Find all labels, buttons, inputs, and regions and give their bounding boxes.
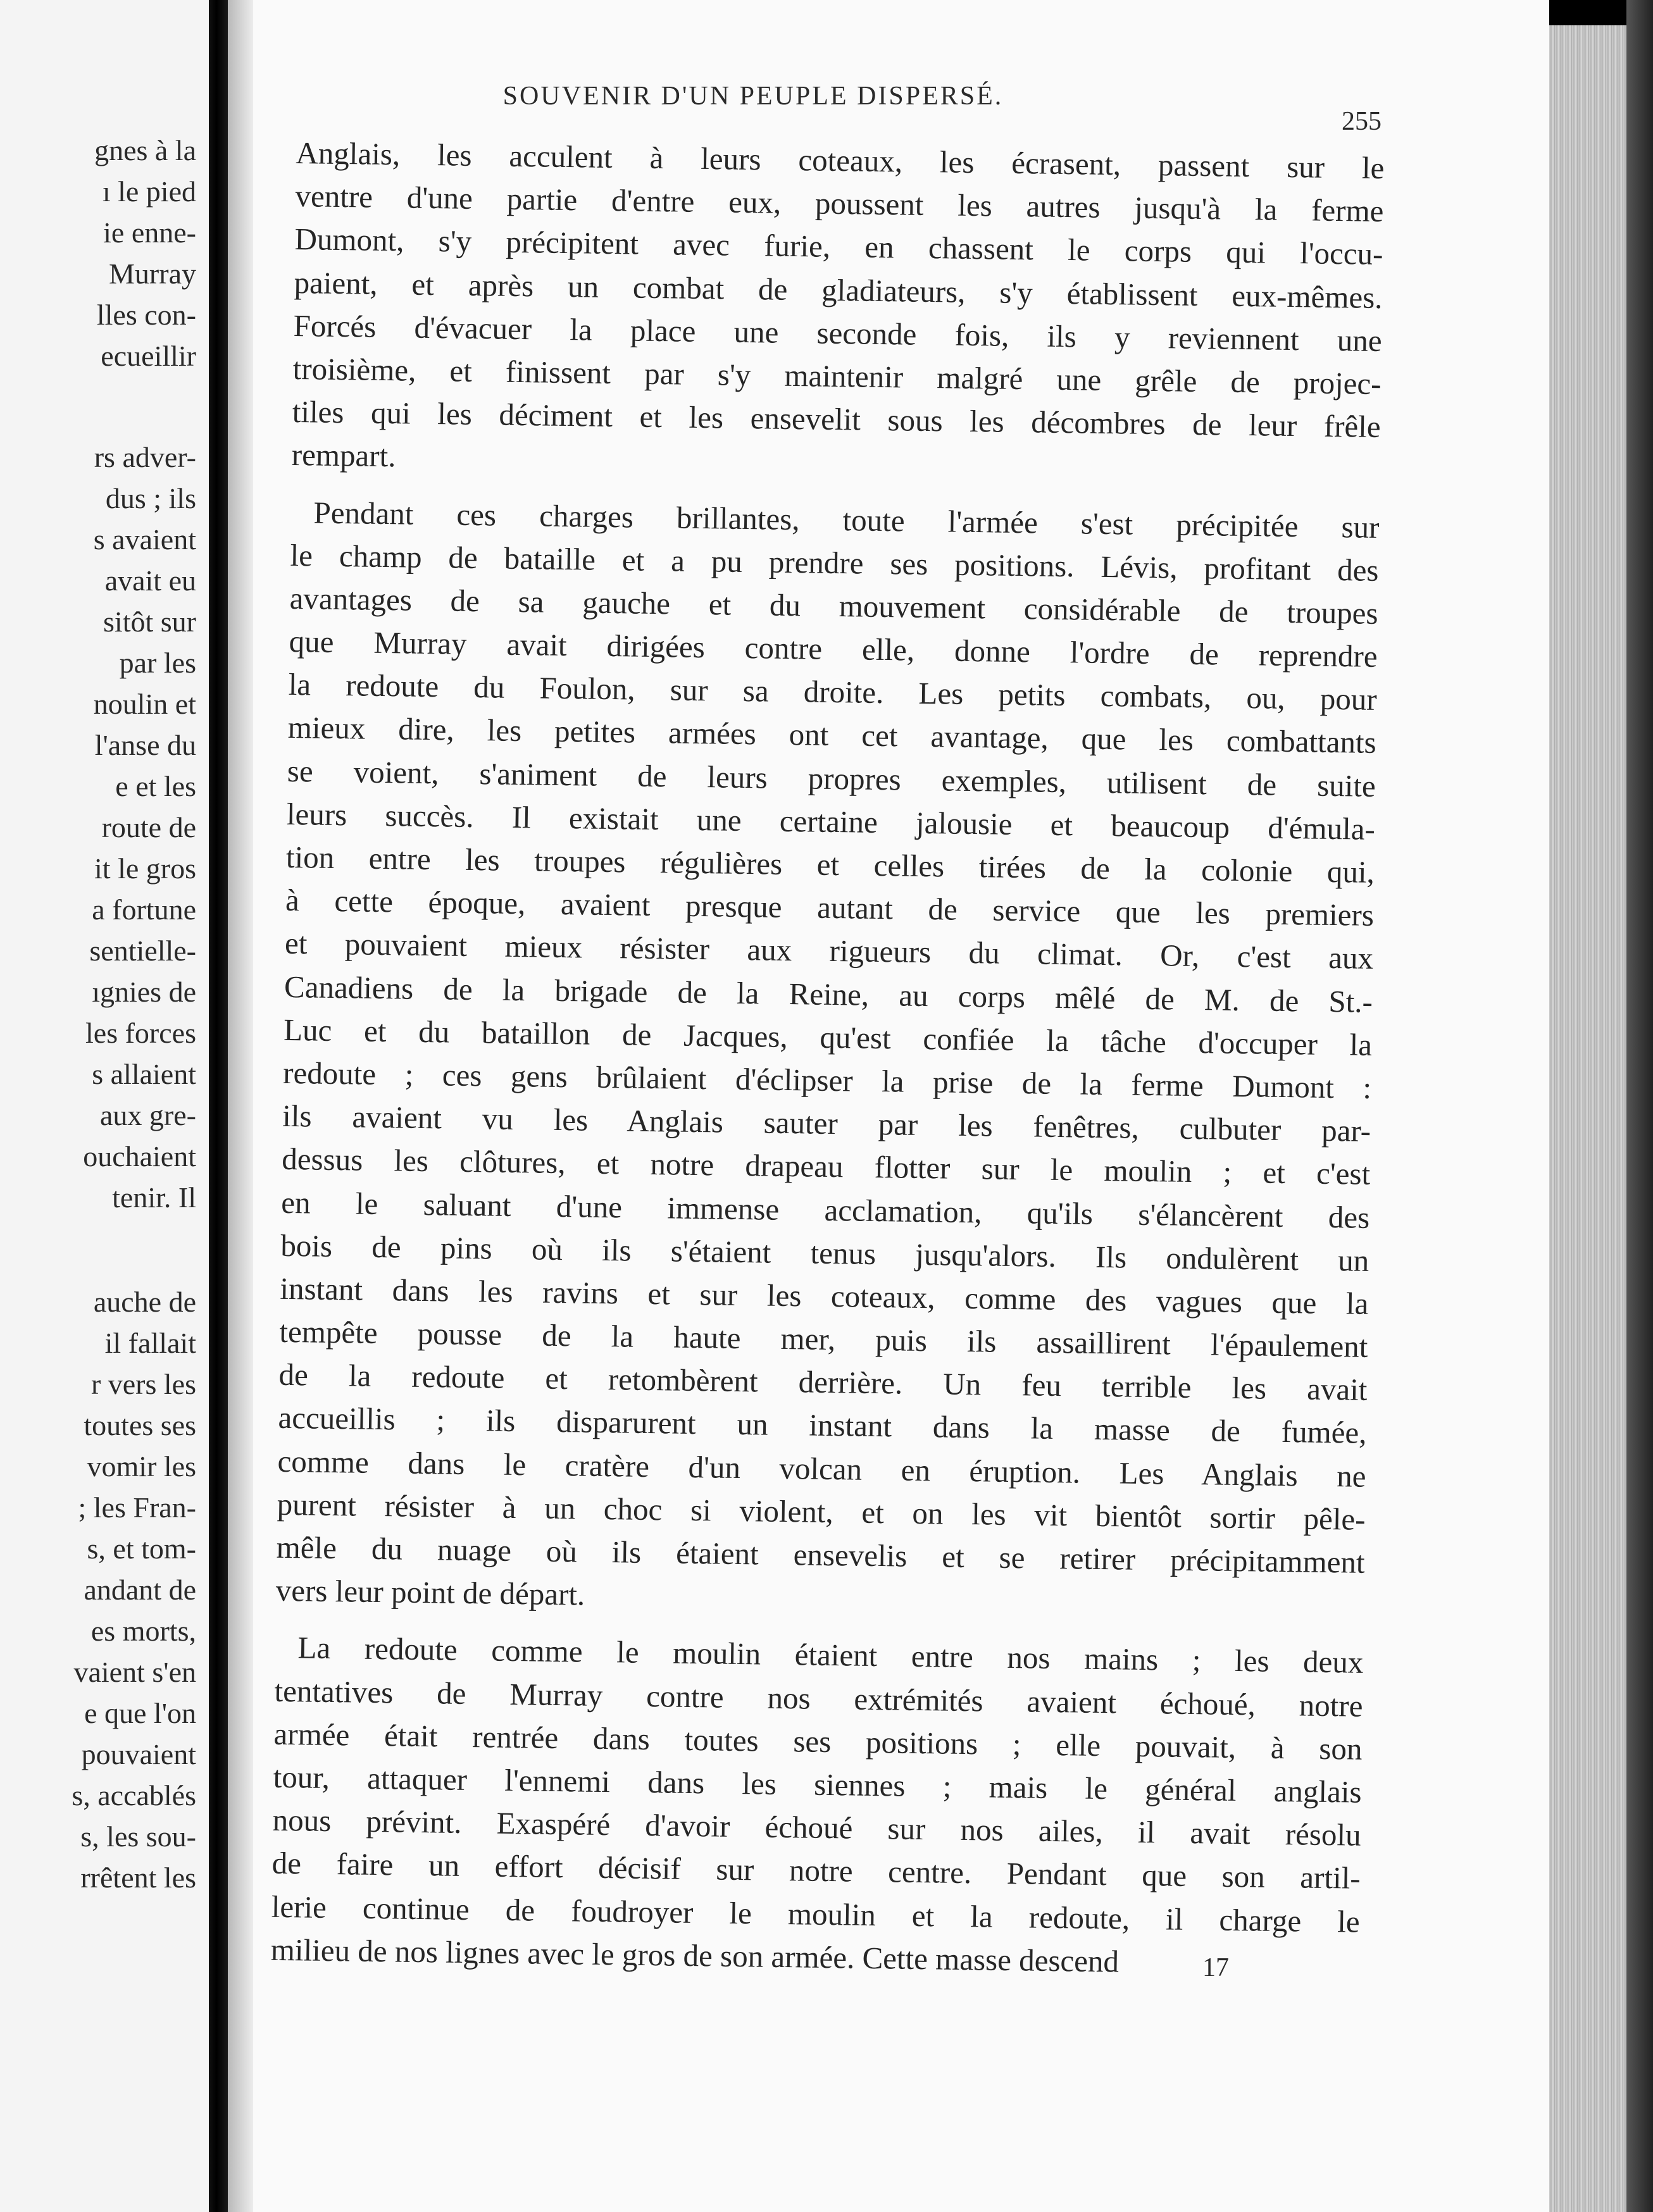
text-line: instant dans les ravins et sur les coteaux, comme des vagues que la (280, 1271, 1369, 1321)
text-line: purent résister à un choc si violent, et on les vit bientôt sortir pêle- (277, 1486, 1366, 1537)
text-line: dessus les clôtures, et notre drapeau flotter sur le moulin ; et c'est (281, 1141, 1371, 1192)
text-line: mieux dire, les petites armées ont cet avantage, que les combattants (287, 710, 1377, 761)
left-page-line: s, les sou- (80, 1820, 196, 1853)
text-line: ventre d'une partie d'entre eux, poussent les autres jusqu'à la ferme (295, 178, 1384, 229)
text-line: leurs succès. Il existait une certaine jalousie et beaucoup d'émula- (286, 796, 1376, 847)
left-page-line: ; les Fran- (78, 1491, 196, 1524)
running-head: SOUVENIR D'UN PEUPLE DISPERSÉ. (502, 82, 1004, 111)
text-line: en le saluant d'une immense acclamation, qu'ils s'élancèrent des (280, 1184, 1370, 1235)
left-page-line: ecueillir (101, 340, 196, 372)
left-page-line: ouchaient (83, 1140, 196, 1172)
left-page-line: a fortune (92, 893, 196, 926)
text-line: la redoute du Foulon, sur sa droite. Les petits combats, ou, pour (288, 667, 1378, 718)
text-line: La redoute comme le moulin étaient entre nos mains ; les deux (297, 1630, 1364, 1681)
left-page-line: rs adver- (94, 441, 196, 473)
left-page-line: s, accablés (72, 1779, 196, 1811)
text-line: vers leur point de départ. (275, 1572, 585, 1612)
text-line: Pendant ces charges brillantes, toute l'armée s'est précipitée sur (313, 494, 1380, 545)
left-page-line: lles con- (96, 299, 196, 331)
left-page-line: vaient s'en (73, 1656, 196, 1688)
text-line: avantages de sa gauche et du mouvement considérable de troupes (289, 580, 1378, 631)
left-page-line: gnes à la (94, 134, 196, 166)
gutter-fade (228, 0, 253, 2212)
left-page-line: Murray (109, 258, 196, 290)
text-line: redoute ; ces gens brûlaient d'éclipser la prise de la ferme Dumont : (282, 1055, 1372, 1105)
text-line: armée était rentrée dans toutes ses positions ; elle pouvait, à son (273, 1716, 1363, 1767)
body-text (270, 132, 1384, 1987)
left-page-line: sitôt sur (103, 606, 196, 638)
left-page-line: les forces (85, 1017, 196, 1049)
left-page-line: l'anse du (94, 729, 196, 761)
text-line: de faire un effort décisif sur notre centre. Pendant que son artil- (271, 1846, 1361, 1896)
text-line: tion entre les troupes régulières et celles tirées de la colonie qui, (285, 839, 1375, 890)
text-line: troisième, et finissent par s'y maintenir malgré une grêle de projec- (292, 351, 1382, 401)
left-page-line: e et les (115, 770, 196, 802)
text-line: Forcés d'évacuer la place une seconde fois, ils y reviennent une (293, 308, 1382, 358)
left-page-line: s allaient (92, 1058, 196, 1090)
page-number: 255 (1342, 107, 1382, 136)
left-page-line: route de (101, 811, 196, 843)
left-page-line: avait eu (104, 564, 196, 597)
text-line: tour, attaquer l'ennemi dans les siennes ; mais le général anglais (273, 1759, 1362, 1810)
text-line: se voient, s'animent de leurs propres exemples, utilisent de suite (287, 753, 1376, 804)
left-page-line: dus ; ils (105, 482, 196, 514)
text-line: et pouvaient mieux résister aux rigueurs du climat. Or, c'est aux (284, 926, 1374, 976)
left-page-line: aux gre- (100, 1099, 196, 1131)
text-line: Anglais, les acculent à leurs coteaux, les écrasent, passent sur le (296, 135, 1385, 186)
text-line: comme dans le cratère d'un volcan en éruption. Les Anglais ne (277, 1443, 1366, 1494)
text-line: paient, et après un combat de gladiateurs, s'y établissent eux-mêmes. (294, 264, 1383, 315)
text-line: tempête pousse de la haute mer, puis ils assaillirent l'épaulement (279, 1314, 1368, 1364)
page-block-shadow (1626, 0, 1653, 2212)
text-line: accueillis ; ils disparurent un instant dans la masse de fumée, (278, 1400, 1367, 1451)
text-line: Dumont, s'y précipitent avec furie, en chassent le corps qui l'occu- (294, 221, 1383, 272)
text-line: milieu de nos lignes avec le gros de son armée. Cette masse descend (270, 1932, 1120, 1979)
text-line: le champ de bataille et a pu prendre ses positions. Lévis, profitant des (290, 537, 1379, 588)
left-page-line: ı le pied (102, 175, 196, 208)
text-line: bois de pins où ils s'étaient tenus jusqu'alors. Ils ondulèrent un (280, 1227, 1369, 1278)
left-page-line: sentielle- (89, 935, 196, 967)
text-line: que Murray avait dirigées contre elle, donne l'ordre de reprendre (289, 623, 1378, 674)
text-line: Canadiens de la brigade de la Reine, au corps mêlé de M. de St.- (284, 969, 1373, 1019)
left-page-line: noulin et (93, 688, 196, 720)
left-page-line: rrêtent les (80, 1861, 196, 1894)
text-line: rempart. (291, 437, 396, 474)
text-line: nous prévint. Exaspéré d'avoir échoué sur nos ailes, il avait résolu (272, 1802, 1361, 1853)
text-line: Luc et du bataillon de Jacques, qu'est confiée la tâche d'occuper la (283, 1012, 1373, 1062)
text-line: tiles qui les déciment et les ensevelit sous les décombres de leur frêle (292, 394, 1382, 445)
left-page-line: vomir les (87, 1450, 196, 1482)
left-page-line: tenir. Il (112, 1181, 196, 1214)
text-line: à cette époque, avaient presque autant de service que les premiers (285, 883, 1375, 933)
text-line: tentatives de Murray contre nos extrémités avaient échoué, notre (274, 1673, 1363, 1724)
left-page-line: par les (119, 647, 196, 679)
paragraph (275, 490, 1380, 1627)
left-page-line: es morts, (90, 1615, 196, 1647)
left-page-line: r vers les (90, 1368, 196, 1400)
left-page-fragment (0, 0, 209, 2212)
left-page-line: toutes ses (84, 1409, 196, 1441)
left-page-line: il fallait (104, 1327, 196, 1359)
text-line: de la redoute et retombèrent derrière. Un feu terrible les avait (278, 1357, 1368, 1408)
left-page-line: pouvaient (81, 1738, 196, 1770)
paragraph (270, 1626, 1363, 1986)
left-page-line: it le gros (94, 852, 196, 885)
gutter-shadow (209, 0, 228, 2212)
text-line: lerie continue de foudroyer le moulin et la redoute, il charge le (271, 1889, 1361, 1939)
paragraph (291, 132, 1384, 492)
signature-mark: 17 (1202, 1953, 1229, 1982)
left-page-line: andant de (84, 1574, 196, 1606)
left-page-line: s avaient (93, 523, 196, 556)
left-page-line: auche de (93, 1286, 196, 1318)
text-line: ils avaient vu les Anglais sauter par les fenêtres, culbuter par- (282, 1098, 1371, 1148)
left-page-line: e que l'on (84, 1697, 196, 1729)
left-page-line: s, et tom- (87, 1532, 196, 1565)
left-page-line: ie enne- (103, 216, 196, 249)
text-line: mêle du nuage où ils étaient ensevelis et se retirer précipitamment (276, 1529, 1365, 1580)
left-page-line: ıgnies de (92, 976, 196, 1008)
